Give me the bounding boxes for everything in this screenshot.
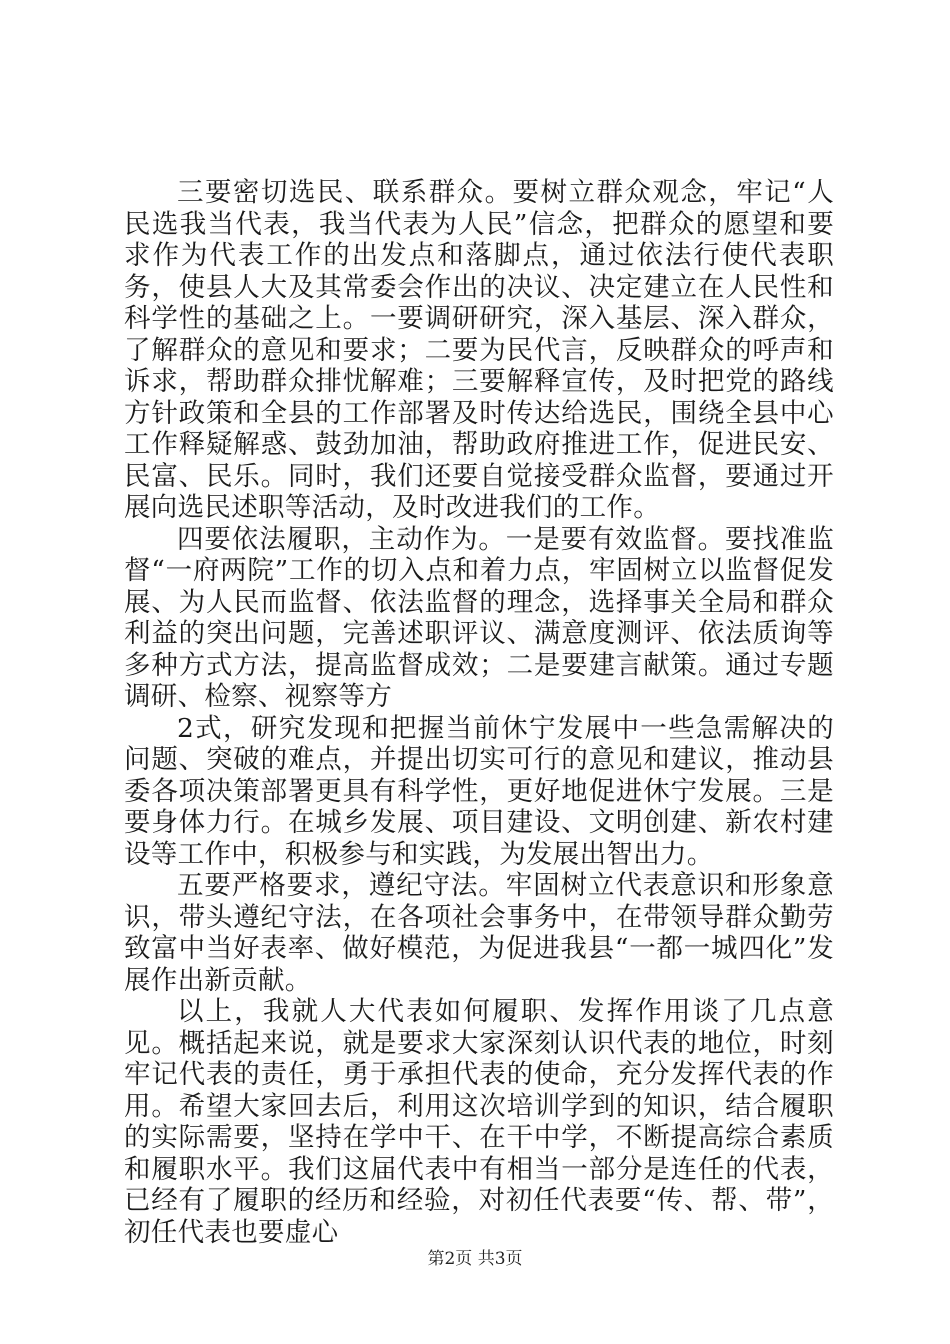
paragraph-conclusion: 以上，我就人大代表如何履职、发挥作用谈了几点意见。概括起来说，就是要求大家深刻认识代表的地位，时刻牢记代表的责任，勇于承担代表的使命，充分发挥代表的作用。希望大家回去后，利用这次培训学到的知识，结合履职的实际需要，坚持在学中干、在干中学，不断提高综合素质和履职水平。我们这届代表中有相当一部分是连任的代表，已经有了履职的经历和经验，对初任代表要“传、帮、带”，初任代表也要虚心 [124,996,834,1248]
paragraph-4: 四要依法履职，主动作为。一是要有效监督。要找准监督“一府两院”工作的切入点和着力点，牢固树立以监督促发展、为人民而监督、依法监督的理念，选择事关全局和群众利益的突出问题，完善述职评议、满意度测评、依法质询等多种方式方法，提高监督成效；二是要建言献策。通过专题调研、检察、视察等方 [124,523,834,712]
page-number-footer: 第2页 共3页 [427,1249,523,1269]
paragraph-continuation: 2式，研究发现和把握当前休宁发展中一些急需解决的问题、突破的难点，并提出切实可行的意见和建议，推动县委各项决策部署更具有科学性，更好地促进休宁发展。三是要身体力行。在城乡发展、项目建设、文明创建、新农村建设等工作中，积极参与和实践，为发展出智出力。 [124,712,834,870]
paragraph-3: 三要密切选民、联系群众。要树立群众观念，牢记“人民选我当代表，我当代表为人民”信念，把群众的愿望和要求作为代表工作的出发点和落脚点，通过依法行使代表职务，使县人大及其常委会作出的决议、决定建立在人民性和科学性的基础之上。一要调研研究，深入基层、深入群众，了解群众的意见和要求；二要为民代言，反映群众的呼声和诉求，帮助群众排忧解难；三要解释宣传，及时把党的路线方针政策和全县的工作部署及时传达给选民，围绕全县中心工作释疑解惑、鼓劲加油，帮助政府推进工作，促进民安、民富、民乐。同时，我们还要自觉接受群众监督，要通过开展向选民述职等活动，及时改进我们的工作。 [124,177,834,523]
document-body [124,177,834,1248]
paragraph-5: 五要严格要求，遵纪守法。牢固树立代表意识和形象意识，带头遵纪守法，在各项社会事务中，在带领导群众勤劳致富中当好表率、做好模范，为促进我县“一都一城四化”发展作出新贡献。 [124,870,834,996]
